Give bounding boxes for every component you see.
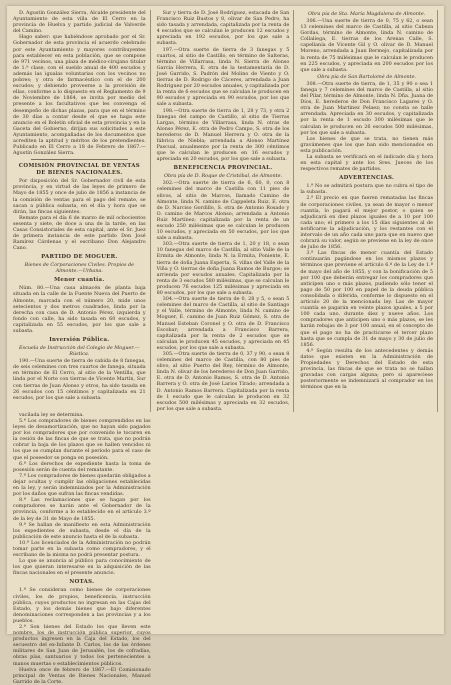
paragraph: Huelva once de febrero de 1867.—El Comisionado principal de Ventas de Bienes Nacionales, Manuel Garrido de la Corte. <box>13 666 151 685</box>
section-subheading: Obra pía de San Bartolomé de Almonte. <box>317 73 417 80</box>
paragraph: 6.ª Los derechos de expediente hasta la toma de posesión serán de cuenta del rematante. <box>13 460 151 473</box>
paragraph: 190.—Una suerte de tierra de cabida de 8 fanegas, de seis celemines con tres cuartos de fanega, situada en término de El Cerro, al sitio de la Ventilla, que linda por el Norte con tierras de Vicente Martín, Sur con tierras de Juan Alonso y otros, ha sido tasada en 26 escudos con 15 céntimos y capitalizada en 21 escudos, por los que sale a subasta. <box>13 358 146 401</box>
paragraph: 9.ª Se hallan de manifiesto en esta Administración los expedientes de subasta, desde el día de la publicación de este anuncio hasta el de la subasta. <box>13 521 151 540</box>
paragraph: 308.—Otra suerte de tierra, de 1, 35 y 90 o sea 1 fanega y 7 celemines del marco de Castilla, al sitio del Pilar, término de Almonte, linda N. Dña. Juana de Díos, E. herederos de Don Francisco Lagares y O. otra de Juan Martínez Pelaez; no consta se halle arrendada. Apreciada en 30 escudos, y capitalizada por la renta de 1 escudo 300 milésimas que le calculan le producen en 26 escudos 500 milésimas, por los que sale a subasta. <box>300 80 433 136</box>
section-heading: NOTAS. <box>69 579 95 586</box>
paragraph: D. Agustín González Sierra, Alcalde presidente del Ayuntamiento de esta villa de El Cerro en la provincia de Huelva y partido judicial de Valverde del Camino. <box>13 10 146 35</box>
paragraph: 197.—Otra suerte de tierra de 3 fanegas y 5 cuartos, al sitio de Castillo, en término de Salteras, término de Villarrasa, linda N. Sierra de Alonso García Herrera, E. otra de la testamentaría de D. José Garrido, S. Padrón del Molino de Viento y O. tierras de D. Rodrigo de Cáceres, arrendada a Juan Rodríguez por 20 escudos anuales, y capitalizada por la renta de 6 escudos que se calculan le producen en 90 escudos y apreciada en 90 escudos, por los que sale a subasta. <box>156 46 290 108</box>
section-subheading: Obra pía de D. Roque de Cristóbal, de Almonte. <box>163 173 283 180</box>
column-2 <box>157 10 295 412</box>
paragraph: Lo que se anuncia al público para conocimiento de los que quieran interesarse en la adquisición de las fincas nacionales en el presente anuncio. <box>13 558 151 577</box>
paragraph: 2.ª El precio en que fueren rematadas las fincas de corporaciones civiles, ya sean de mayor o menor cuantía, lo pagará el mejor postor, o quien se adjudicará en diez plazos iguales de a 10 por 100 cada uno; el primero a los 15 días siguientes al de notificarse la adjudicación, y los restantes con el intervalo de un año cada uno para que en nuevo que cobrará su valor, según se previene en la ley de once de julio de 1856. <box>300 195 433 251</box>
paragraph: Núm. 80.—Una casa almacén de planta baja situada en la calle de la Fuente Nueva del Puerto de Almonte, marcada con el número 20, mide unos setecientos y dos metros cuadrados, linda por la derecha con casa de D. Antonio Pérez, izquierda y fondo con calle, ha sido tasada en 60 escudos, y capitalizada en 55 escudos, por los que sale a subasta. <box>13 285 146 335</box>
section-heading: Inversión Pública. <box>49 337 110 344</box>
paragraph: Hago saber: que habiéndose aprobado por el Sr. Gobernador de esta provincia el acuerdo celebrado por este Ayuntamiento y mayores contribuyentes para establecer en esta población, que se compone de 971 vecinos, una plaza de médico-cirujano titular de 1.ª clase, con el sueldo anual de 400 escudos y además las igualas voluntarias con los vecinos no pobres; y otra de farmacéutico con el de 200 escudos; y debiendo proveerse a la provisión de ellas, conforme a lo dispuesto en el Reglamento de 9 de Noviembre de 1864, se invita por medio del presente a los facultativos que les convenga el desempeño de dichas plazas, para que en el término de 30 días a contar desde el que se haga este anuncio en el Boletín oficial de esta provincia y en la Gaceta del Gobierno, dirijan sus solicitudes a este Ayuntamiento, acompañadas de los documentos que acrediten la aptitud y méritos de los pretendientes. Publicado en El Cerro a 18 de Febrero de 1867.—Agustín González Sierra. <box>13 34 146 157</box>
paragraph: 7.ª Los compradores de bienes quedarán obligados a dejar ocultas y cumplir las obligaciones establecidas en la ley, y serán indemnizados por la Administración por los daños que sufran las fincas vendidas. <box>13 472 151 498</box>
column-layout <box>13 10 438 685</box>
section-heading: Menor cuantía. <box>54 277 105 284</box>
section-divider <box>31 159 128 160</box>
paragraph: 4.ª Según resulta de los antecedentes y demás datos que existen en la Administración de Propiedades y Derechos del Estado de esta provincia, las fincas de que se trata no se hallan gravadas con cargas alguna; pero si apareciese posteriormente se indemnizará al comprador en los términos que en la <box>300 347 433 391</box>
section-heading: PARTIDO DE MOGUER. <box>41 254 118 261</box>
column-3 <box>300 10 438 412</box>
paragraph: 198.—Otra suerte de tierra de 1, 28 y 73, y otra 2 fanegas del campo de Castillo, al sitio de Tierras Largas, término de Villarrasa, linda N. otras de Alonso Pérez, E. otra de Pedro Campo, S. otra de los herederos de D. Manuel Herrera y O. otra de la fábrica de Niebla; arrendada a Alonso Martínez Pascual, anualmente por la renta de 300 céntimos que le calculan le producen en 16 escudos y apreciada en 20 escudos, por los que sale a subasta. <box>156 107 290 163</box>
paragraph: Remate para el día 6 de marzo de mil ochocientos sesenta y siete, de doce a una de la tarde, en las Casas Consistoriales de esta capital, ante el Sr. Juez de primera instancia de este partido Don José Ramírez Cárdenas y el escribano Don Alejandro Cano. <box>13 214 146 252</box>
section-heading: BENEFICENCIA PROVINCIAL. <box>173 165 273 172</box>
paragraph: Los bienes de que se trata, no tienen más gravámenes que los que han sido mencionados en esta publicación. <box>300 135 433 154</box>
paragraph: 305.—Otra suerte de tierra de 0, 37 y 90, o sean 8 celemines del marco de Castilla, con 80 pies de olivo, al sitio Puerto del Rey, término de Almonte, linda N. olivar de los herederos de Don Juan Garrido, E. otra de D. Antonio Ramos, S. otra de D. Antonio Barrera y O. otra de José Larios Tirado; arrendada a D. Antonio Ramos Barrera. Capitalizada por la renta de 1 escudo que le calculan le producen en 32 escudos 500 milésimas y apreciada en 32 escudos, por los que sale a subasta. <box>156 350 290 412</box>
section-subheading: Bienes de Corporaciones Civiles. Propios de Almonte.—Urbana. <box>24 262 135 275</box>
paragraph: 302.—Otra suerte de tierra de 6, 60, 0, con 8 celemines del marco de Castilla con 11 pies de olivos, al sitio de Marcos, llamado Camino de Almonte, linda N. camino de Cappeleta Ruiz, E. otra de D. Narciso Gordillo, S. otra de Antonio Rosado y O. camino de Marcos Alonso; arrendada a Antonio Ruiz Martínez; capitalizada por la renta de un escudo 250 milésimas que se calculan le producen 10 escudos, y apreciada en 50 escudos, por los que sale a subasta. <box>156 180 290 242</box>
section-subheading: Obra pía de Sta. María Magdalena de Almonte. <box>307 11 426 17</box>
paragraph: 3.ª Las fincas de menor cuantía del Estado continuarán pagándose en los mismos plazos y términos que previene el artículo 6.º de la Ley de 1.º de mayo del año de 1855, y con la bonificación de 5 por 100 que deberán entregar los compradores que anticipen uno o más plazos, pudiendo sólo tener el pago de 50 por 100 en papel de la deuda pública consolidada o diferida, conforme lo dispuesto en el artículo 20 de la mencionada ley. Las de mayor cuantía se pagarán en veinte plazos iguales, a 5 por 100 cada uno, durante diez y nueve años. Los compradores que anticipen uno o más plazos, se les harán rebajas de 3 por 100 anual, en el concepto de que el pago no ha de practicarse el tercer plazo hasta que se cumpla de 31 de mayo y 30 de julio de 1856. <box>300 250 433 348</box>
paragraph: Sur y tierra de D. José Rodríguez, estacada de San Francisco Ruiz Bustos y 8, olivar de San Pedro, ha sido tasada y arrendada, capitalizada por la renta de 4 escudos que se calculan le producen 12 escudos y apreciada en 192 escudos, por los que sale a subasta. <box>156 10 290 47</box>
paragraph: 303.—Otra suerte de tierra de 1, 20 y 18, o sean 10 fanegas del marco de Castilla, al sitio Valle de la Ermita de Almonte, linda N. la Ermita, Poniente, E. tierra de doña Juana Esperta, S. villas del Valle de la Viña y O. tierras de doña Juana Ramos de Burgos; se arrienda por escudos anuales. Capitalizada por la renta de 3 escudos 580 milésimas, que se calculan le producen 76 escudos 125 milésimas y apreciada en 80 escudos, por los que sale a subasta. <box>156 241 290 297</box>
paragraph: 1.ª Se consideran como bienes de corporaciones civiles, los de propios, beneficencia, instrucción pública, cuyos productos no ingresan en las Cajas del Estado, y los demás bienes que bajo diferentes denominaciones corresponden a las provincias y a los pueblos. <box>13 587 151 624</box>
paragraph: vacilada ley se determina. <box>19 411 84 418</box>
paragraph: 10.ª Los licenciados de la Administración no podrán tomar parte en la subasta como compradores, y el escribano de la misma no podrá presentar postura. <box>13 539 151 559</box>
column-1 <box>13 10 151 412</box>
paragraph: 8.ª Las reclamaciones que se hagan por los compradores se harán ante el Gobernador de la provincia, conforme a lo establecido en el artículo 3.º de la ley de 31 de Mayo de 1855. <box>13 497 151 522</box>
column-4 <box>13 412 151 685</box>
paragraph: 2.ª Son bienes del Estado los que lleven este nombre, los de instrucción pública superior, cuyos productos ingresen en la Caja del Estado, los del secuestro del ex-Infante D. Carlos, los de las órdenes militares de San Juan de Jerusalén, los de cofradías, obras pías, santuarios y todos los pertenecientes a manos muertas o establecimientos públicos. <box>13 624 151 667</box>
paragraph: Por disposición del Sr. Gobernador civil de esta provincia, y en virtud de las leyes de primero de Mayo de 1855 y once de julio de 1856 a instancia de la comisión de ventas para el pago del remate, se sacan a pública subasta, en el día y hora que se dirán, las fincas siguientes. <box>13 178 146 215</box>
paragraph: 5.ª Los compradores de bienes comprendidos en las leyes de desamortización, que no hayan sido pagados por los compradores que por convenido le tocaren en la cesión de las fincas de que se trata, que no podrán cobrar la baja de los plazos que se hallen vencidos ni los que se cumplan durante el período para el caso de que el poseedor se ponga en posesión. <box>13 418 151 461</box>
paragraph: 304.—Otra suerte de tierra de 0, 28 y 5, o sean 5 celemines del marco de Castilla, al sitio de Santiago y el Valle, término de Almonte, linda N. camino de Moguer, E. camino de Juan Ruiz Gómez, S. otra de Manuel Esteban Coronel y O. otra de D. Francisco Escobar; arrendada a Francisco Barrera, capitalizada por la renta de 2 escudos que se calculan le producen 45 escudos, y apreciada en 45 escudos, por los que sale a subasta. <box>156 296 290 351</box>
section-subheading: Escuela de Instrucción del Colegio de Moguer.—Rústica. <box>19 345 140 358</box>
paragraph: 306.—Una suerte de tierra de 0, 75 y 62, o sean 13 celemines del marco de Castilla, al sitio Cabeza Gordas, término de Almonte, linda N. camino de Collaliega, E. tierras de los Arenas Calle, S. capellanía de Vicente Gil y O. olivar de D. Manuel Moreno, arrendada a Juan Bermejo, capitalizada por la renta de 75 milésimas que le calculan le producen en 225 escudos, y apreciada en 200 escudos por los que sale a subasta. <box>300 18 433 73</box>
paragraph: La subasta se verificará en el indicado día y hora en esta capital y ante los Sres. Jueces de los respectivos remates de partidos. <box>300 153 433 173</box>
section-heading: COMISIÓN PROVINCIAL DE VENTAS DE BIENES NACIONALES. <box>18 163 140 177</box>
newspaper-page <box>7 6 444 685</box>
paragraph: 1.ª No se admitirá postura que no cubra el tipo de la subasta. <box>300 183 433 196</box>
section-heading: ADVERTENCIAS. <box>339 175 395 182</box>
